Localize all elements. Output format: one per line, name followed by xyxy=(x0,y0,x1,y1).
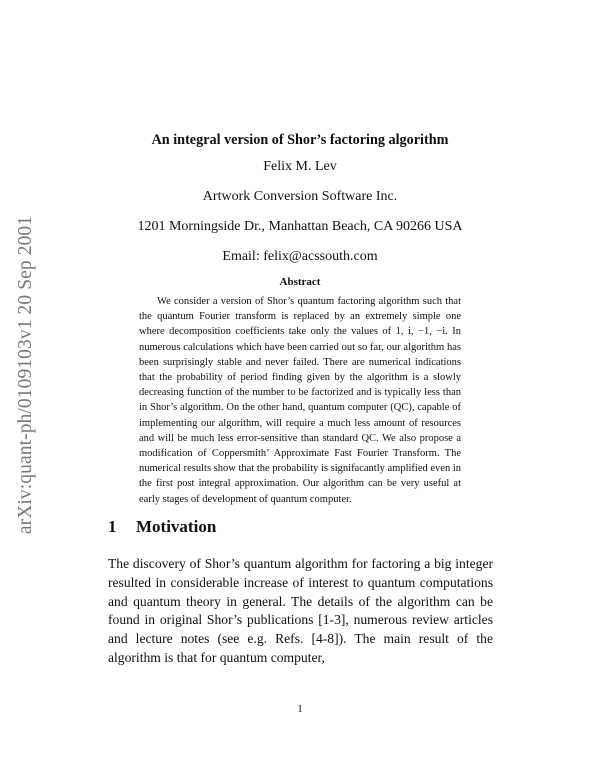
section-title: Motivation xyxy=(136,517,217,536)
section-heading xyxy=(108,517,216,537)
abstract-heading: Abstract xyxy=(279,276,321,288)
arxiv-stamp xyxy=(6,185,46,565)
abstract-text: We consider a version of Shor’s quantum factoring algorithm such that the quantum Fourier transform is replaced by an extremely simple one where decomposition coefficients take only the values of 1, i, −1, −i. In numerous calculations which have been carried out so far, our algorithm has been surprisingly stable and never failed. There are numerical indications that the probability of period finding given by the algorithm is a slowly decreasing function of the number to be factorized and is typically less than in Shor’s algorithm. On the other hand, quantum computer (QC), capable of implementing our algorithm, will require a much less amount of resources and will be much less error-sensitive than standard QC. We also propose a modification of Coppersmith’ Approximate Fast Fourier Transform. The numerical results show that the probability is signifacantly amplified even in the first post integral approximation. Our algorithm can be very useful at early stages of development of quantum computer. xyxy=(139,296,461,505)
title-block xyxy=(100,130,500,266)
affiliation: Artwork Conversion Software Inc. xyxy=(202,189,398,204)
paper-title: An integral version of Shor’s factoring algorithm xyxy=(151,132,449,148)
email: Email: felix@acssouth.com xyxy=(222,249,378,264)
section-number: 1 xyxy=(108,517,117,536)
address: 1201 Morningside Dr., Manhattan Beach, CA 90266 USA xyxy=(137,219,463,234)
page-number: 1 xyxy=(297,703,303,715)
author-name: Felix M. Lev xyxy=(263,159,337,174)
arxiv-stamp-text: arXiv:quant-ph/0109103v1 20 Sep 2001 xyxy=(15,215,36,535)
section-body-text: The discovery of Shor’s quantum algorithm for factoring a big integer resulted in considerable increase of interest to quantum computations and quantum theory in general. The details of the algorithm can be found in original Shor’s publications [1-3], numerous review articles and lecture notes (see e.g. Refs. [4-8]). The main result of the algorithm is that for quantum computer, xyxy=(108,556,493,665)
